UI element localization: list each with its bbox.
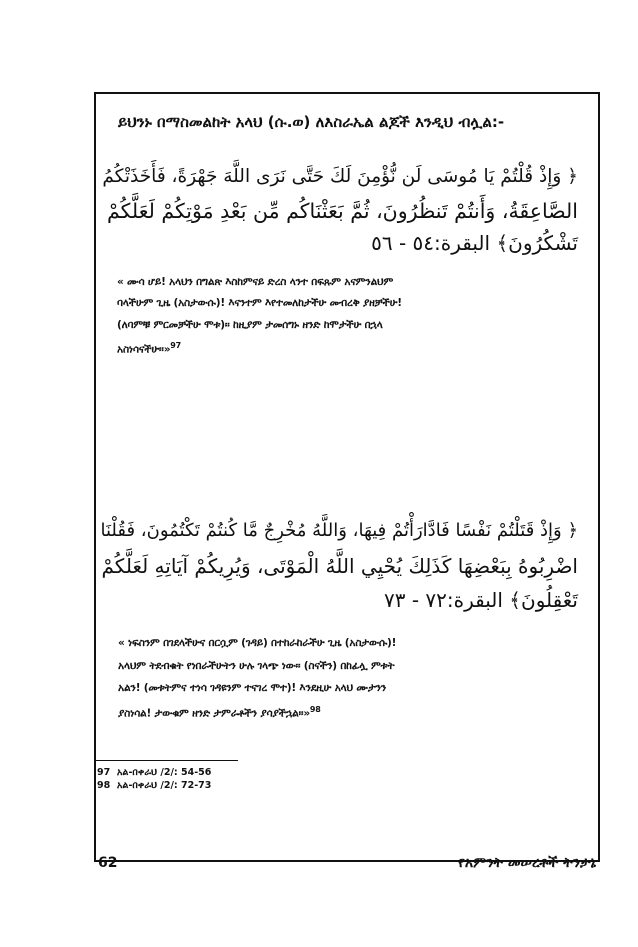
quote1-line4: [117, 341, 181, 357]
quote2-line4: [118, 705, 321, 721]
quote2-line2: አላህም ትደብቁት የነበራችሁትን ሁሉ ገላጭ ነው። (ስናችን) በከፊሏ ምቱት: [118, 660, 395, 672]
footnote-text: አል-በቀራህ /2/: 54-56: [116, 767, 212, 778]
quote2-line3: አልን! (መቱትምና ተነሳ ገዳዩንም ተናገረ ሞተ)! እንደዚሁ አላህ ሙታንን: [118, 682, 387, 694]
verse2-line3: تَعْقِلُونَ﴾ البقرة:٧٢ - ٧٣: [383, 588, 578, 612]
footnote-97: [97, 767, 211, 778]
intro-line: ይህንኑ በማስመልከት አላህ (ሱ.ወ) ለእስራኤል ልጆች እንዲህ ብሏል:-: [118, 113, 505, 131]
page-number: 62: [98, 855, 118, 871]
verse2-line1: ﴿ وَإِذْ قَتَلْتُمْ نَفْسًا فَادَّارَأْتُمْ فِيهَا، وَاللَّهُ مُخْرِجٌ مَّا كُنتُمْ تَكْتُمُونَ، فَقُلْنَا: [100, 520, 578, 541]
footnote-ref-98: 98: [309, 705, 321, 714]
running-head: የአምንት መሠረቶች ትንታኔ: [458, 855, 596, 871]
footnote-separator: [96, 760, 238, 761]
quote1-line2: ባላችሁም ጊዜ (አስታውሱ)! እናንተም እየተመለከታችሁ መብረቅ ያዘቻችሁ!: [117, 297, 402, 309]
footnote-ref-97: 97: [170, 341, 182, 350]
verse2-line2: اضْرِبُوهُ بِبَعْضِهَا كَذَلِكَ يُحْيِي اللَّهُ الْمَوْتَى، وَيُرِيكُمْ آيَاتِهِ لَعَلَّكُمْ: [101, 554, 578, 578]
quote1-line3: (ለባምቹ ምርመቻችሁ ሞቱ)። ከዚያም ታመሰግኑ ዘንድ ከሞታችሁ በኋላ: [117, 319, 383, 331]
footnote-number: 97: [97, 767, 111, 778]
quote2-line4-text: ያስነሳል! ታውቁም ዘንድ ታምራቶችን ያሳያችኋል።»: [118, 707, 310, 720]
quote1-line1: « ሙሳ ሆይ! አላህን በግልጽ እስከምናይ ድረስ ላንተ በፍጹም አናምንልህም: [117, 276, 394, 288]
footnote-number: 98: [97, 780, 111, 791]
verse1-line2: الصَّاعِقَةُ، وَأَنتُمْ تَنظُرُونَ، ثُمَّ بَعَثْنَاكُم مِّن بَعْدِ مَوْتِكُمْ لَعَلَّكُمْ: [106, 199, 578, 223]
verse1-line3: تَشْكُرُونَ﴾ البقرة:٥٤ - ٥٦: [371, 231, 578, 255]
footnote-text: አል-በቀራህ /2/: 72-73: [116, 780, 212, 791]
footnote-98: [97, 780, 211, 791]
quote1-line4-text: አስነሳናችሁ።»: [117, 343, 171, 356]
verse1-line1: ﴿ وَإِذْ قُلْتُمْ يَا مُوسَى لَن نُّؤْمِنَ لَكَ حَتَّى نَرَى اللَّهَ جَهْرَةً، فَأَخَذَتْكُمُ: [102, 166, 578, 187]
quote2-line1: « ነፍስንም በገደላችሁና በርሷም (ገዳይ) በተከራከራችሁ ጊዜ (አስታውሱ)!: [118, 637, 397, 649]
